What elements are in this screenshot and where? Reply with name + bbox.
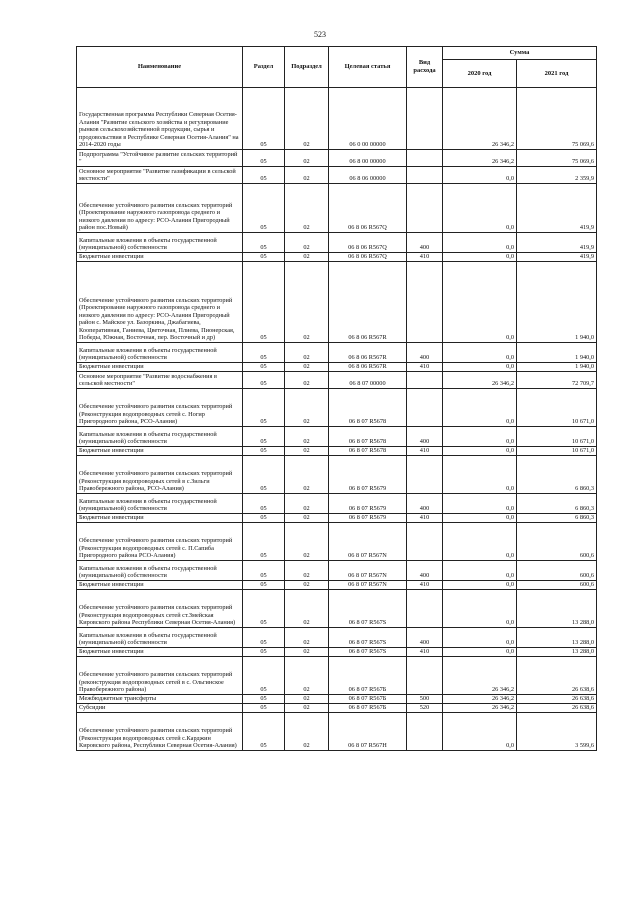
row-sum-2021: 10 671,0 [517,427,597,447]
row-subsection: 02 [285,590,329,628]
row-subsection: 02 [285,447,329,456]
table-row [77,456,597,494]
table-row [77,184,597,233]
row-target-article: 06 8 07 R5679 [329,494,407,514]
row-expense-type: 410 [407,581,443,590]
row-expense-type: 400 [407,343,443,363]
header-sum: Сумма [443,47,597,60]
row-sum-2020: 0,0 [443,581,517,590]
row-sum-2020: 0,0 [443,184,517,233]
row-expense-type: 520 [407,704,443,713]
row-sum-2020: 0,0 [443,590,517,628]
row-section: 05 [243,343,285,363]
table-row [77,167,597,184]
row-sum-2021: 419,9 [517,184,597,233]
table-row [77,695,597,704]
row-section: 05 [243,150,285,167]
row-subsection: 02 [285,695,329,704]
row-sum-2020: 0,0 [443,253,517,262]
page-number: 523 [314,30,326,39]
budget-table [76,46,597,751]
row-section: 05 [243,363,285,372]
row-sum-2021: 13 288,0 [517,648,597,657]
row-sum-2021: 26 638,6 [517,704,597,713]
row-section: 05 [243,184,285,233]
row-sum-2021: 13 288,0 [517,628,597,648]
row-target-article: 06 8 07 R5679 [329,456,407,494]
row-subsection: 02 [285,167,329,184]
table-row [77,427,597,447]
row-subsection: 02 [285,389,329,427]
row-target-article: 06 8 06 R567R [329,343,407,363]
row-target-article: 06 8 07 R5678 [329,447,407,456]
row-subsection: 02 [285,561,329,581]
row-section: 05 [243,167,285,184]
row-sum-2021: 75 069,6 [517,88,597,150]
row-target-article: 06 8 07 R567Б [329,657,407,695]
row-expense-type [407,262,443,343]
row-section: 05 [243,523,285,561]
row-sum-2020: 26 346,2 [443,372,517,389]
row-target-article: 06 8 07 R5678 [329,389,407,427]
row-subsection: 02 [285,704,329,713]
row-subsection: 02 [285,523,329,561]
row-name: Обеспечение устойчивого развития сельских территорий (Реконструкция водопроводных сетей в с.Зильги Правобережного района, РСО-Алания) [77,456,243,494]
row-name: Капитальные вложения в объекты государственной (муниципальной) собственности [77,494,243,514]
row-sum-2020: 0,0 [443,648,517,657]
row-sum-2021: 600,6 [517,581,597,590]
header-section: Раздел [243,47,285,88]
row-sum-2020: 26 346,2 [443,88,517,150]
row-expense-type [407,590,443,628]
row-name: Подпрограмма "Устойчивое развитие сельских территорий " [77,150,243,167]
header-target-article: Целевая статья [329,47,407,88]
table-row [77,363,597,372]
row-name: Государственная программа Республики Северная Осетия-Алания "Развитие сельского хозяйства и регулирование рынков сельскохозяйственной продукции, сырья и продовольствия в Республике Северная Осетия-Алания" на 2014-2020 годы [77,88,243,150]
row-subsection: 02 [285,628,329,648]
row-expense-type: 410 [407,447,443,456]
table-row [77,514,597,523]
header-2020: 2020 год [443,60,517,88]
row-sum-2020: 0,0 [443,233,517,253]
table-row [77,262,597,343]
table-row [77,581,597,590]
row-expense-type: 400 [407,628,443,648]
row-expense-type: 400 [407,494,443,514]
row-target-article: 06 8 07 R567Б [329,695,407,704]
row-subsection: 02 [285,648,329,657]
row-target-article: 06 8 07 R5679 [329,514,407,523]
row-section: 05 [243,581,285,590]
table-row [77,590,597,628]
row-expense-type: 400 [407,561,443,581]
row-sum-2021: 419,9 [517,233,597,253]
row-section: 05 [243,253,285,262]
row-subsection: 02 [285,372,329,389]
row-section: 05 [243,372,285,389]
row-target-article: 06 8 06 R567R [329,262,407,343]
row-sum-2020: 0,0 [443,713,517,751]
table-row [77,233,597,253]
row-target-article: 06 8 07 00000 [329,372,407,389]
row-target-article: 06 8 06 00000 [329,167,407,184]
row-subsection: 02 [285,343,329,363]
row-target-article: 06 8 07 R567N [329,523,407,561]
row-sum-2020: 0,0 [443,343,517,363]
row-sum-2021: 1 940,0 [517,343,597,363]
row-expense-type [407,150,443,167]
table-row [77,561,597,581]
row-subsection: 02 [285,363,329,372]
row-sum-2021: 600,6 [517,523,597,561]
row-subsection: 02 [285,233,329,253]
table-row [77,88,597,150]
table-row [77,343,597,363]
row-name: Обеспечение устойчивого развития сельских территорий (Реконструкция водопроводных сетей с. П.Сапиба Пригородного района РСО-Алания) [77,523,243,561]
header-expense-type: Вид расхода [407,47,443,88]
row-sum-2020: 0,0 [443,514,517,523]
row-name: Обеспечение устойчивого развития сельских территорий (Реконструкция водопроводных сетей с. Ногир Пригородного района, РСО-Алания) [77,389,243,427]
row-target-article: 06 8 00 00000 [329,150,407,167]
row-section: 05 [243,233,285,253]
table-row [77,713,597,751]
row-expense-type: 410 [407,363,443,372]
row-sum-2020: 0,0 [443,389,517,427]
header-subsection: Подраздел [285,47,329,88]
table-body [77,88,597,751]
row-target-article: 06 8 06 R567Q [329,233,407,253]
row-sum-2020: 0,0 [443,262,517,343]
row-section: 05 [243,88,285,150]
row-expense-type: 410 [407,514,443,523]
row-sum-2020: 26 346,2 [443,704,517,713]
row-sum-2021: 10 671,0 [517,389,597,427]
row-sum-2020: 0,0 [443,523,517,561]
row-sum-2020: 0,0 [443,427,517,447]
row-subsection: 02 [285,581,329,590]
row-section: 05 [243,494,285,514]
row-expense-type [407,372,443,389]
row-expense-type: 410 [407,253,443,262]
table-row [77,657,597,695]
row-name: Бюджетные инвестиции [77,581,243,590]
row-expense-type [407,456,443,494]
row-name: Бюджетные инвестиции [77,253,243,262]
row-section: 05 [243,561,285,581]
row-subsection: 02 [285,150,329,167]
row-name: Капитальные вложения в объекты государственной (муниципальной) собственности [77,427,243,447]
row-name: Капитальные вложения в объекты государственной (муниципальной) собственности [77,561,243,581]
row-sum-2021: 3 599,6 [517,713,597,751]
row-section: 05 [243,695,285,704]
row-target-article: 06 8 06 R567Q [329,184,407,233]
row-name: Обеспечение устойчивого развития сельских территорий (Проектирование наружного газопровода среднего и низкого давления по адресу: РСО-Алания Пригородный район пос.Новый) [77,184,243,233]
row-name: Капитальные вложения в объекты государственной (муниципальной) собственности [77,233,243,253]
row-expense-type [407,389,443,427]
row-name: Обеспечение устойчивого развития сельских территорий (Реконструкция водопроводных сетей с.Карджин Кировского района, Республики Северная Осетия-Алания) [77,713,243,751]
row-sum-2021: 13 288,0 [517,590,597,628]
table-row [77,372,597,389]
row-target-article: 06 8 07 R567S [329,628,407,648]
row-sum-2021: 1 940,0 [517,262,597,343]
row-name: Межбюджетные трансферты [77,695,243,704]
row-target-article: 06 8 07 R567H [329,713,407,751]
row-expense-type [407,657,443,695]
row-expense-type: 410 [407,648,443,657]
row-section: 05 [243,704,285,713]
row-sum-2021: 6 860,3 [517,494,597,514]
table-row [77,628,597,648]
row-expense-type: 500 [407,695,443,704]
row-section: 05 [243,262,285,343]
row-target-article: 06 8 07 R567Б [329,704,407,713]
row-section: 05 [243,514,285,523]
row-target-article: 06 8 06 R567Q [329,253,407,262]
row-name: Бюджетные инвестиции [77,447,243,456]
row-sum-2020: 0,0 [443,494,517,514]
row-expense-type [407,167,443,184]
row-section: 05 [243,590,285,628]
row-name: Бюджетные инвестиции [77,363,243,372]
row-subsection: 02 [285,456,329,494]
row-sum-2020: 26 346,2 [443,695,517,704]
row-sum-2021: 2 359,9 [517,167,597,184]
row-subsection: 02 [285,88,329,150]
row-sum-2021: 72 709,7 [517,372,597,389]
row-name: Обеспечение устойчивого развития сельских территорий (Реконструкция водопроводных сетей ст.Змейская Кировского района Республики Северная Осетия-Алания) [77,590,243,628]
row-sum-2021: 26 638,6 [517,657,597,695]
row-name: Бюджетные инвестиции [77,514,243,523]
row-target-article: 06 8 07 R567N [329,581,407,590]
row-section: 05 [243,713,285,751]
row-name: Основное мероприятие "Развитие водоснабжения в сельской местности" [77,372,243,389]
row-target-article: 06 0 00 00000 [329,88,407,150]
row-sum-2021: 26 638,6 [517,695,597,704]
row-target-article: 06 8 07 R567S [329,648,407,657]
row-subsection: 02 [285,262,329,343]
row-sum-2021: 6 860,3 [517,514,597,523]
row-sum-2020: 26 346,2 [443,657,517,695]
row-sum-2021: 10 671,0 [517,447,597,456]
row-section: 05 [243,657,285,695]
row-subsection: 02 [285,253,329,262]
row-section: 05 [243,456,285,494]
row-section: 05 [243,389,285,427]
table-row [77,704,597,713]
row-subsection: 02 [285,184,329,233]
table-row [77,447,597,456]
row-sum-2020: 26 346,2 [443,150,517,167]
row-name: Бюджетные инвестиции [77,648,243,657]
row-sum-2020: 0,0 [443,167,517,184]
table-row [77,253,597,262]
row-sum-2020: 0,0 [443,456,517,494]
row-sum-2020: 0,0 [443,447,517,456]
row-name: Субсидии [77,704,243,713]
row-sum-2020: 0,0 [443,561,517,581]
table-row [77,150,597,167]
row-subsection: 02 [285,713,329,751]
row-sum-2021: 600,6 [517,561,597,581]
row-subsection: 02 [285,494,329,514]
row-sum-2021: 1 940,0 [517,363,597,372]
row-target-article: 06 8 07 R567S [329,590,407,628]
header-2021: 2021 год [517,60,597,88]
row-subsection: 02 [285,514,329,523]
row-expense-type [407,184,443,233]
row-name: Капитальные вложения в объекты государственной (муниципальной) собственности [77,628,243,648]
table-row [77,494,597,514]
table-header [77,47,597,88]
row-sum-2020: 0,0 [443,628,517,648]
row-name: Обеспечение устойчивого развития сельских территорий (реконструкция водопроводных сетей в с. Ольгинское Правобережного района) [77,657,243,695]
row-sum-2021: 419,9 [517,253,597,262]
table-row [77,389,597,427]
row-section: 05 [243,648,285,657]
table-row [77,523,597,561]
row-target-article: 06 8 07 R5678 [329,427,407,447]
row-expense-type: 400 [407,427,443,447]
table-row [77,648,597,657]
row-sum-2021: 6 860,3 [517,456,597,494]
row-target-article: 06 8 07 R567N [329,561,407,581]
row-section: 05 [243,447,285,456]
row-subsection: 02 [285,657,329,695]
row-name: Капитальные вложения в объекты государственной (муниципальной) собственности [77,343,243,363]
row-expense-type: 400 [407,233,443,253]
row-sum-2021: 75 069,6 [517,150,597,167]
row-expense-type [407,88,443,150]
row-name: Обеспечение устойчивого развития сельских территорий (Проектирование наружного газопровода среднего и низкого давления по адресу: РСО-Алания Пригородный район с. Майское ул. Базоркина, Джабагиева, Кооперативная, Ганиева, Цветочная, Плиева, Пионерская, Победы, Южная, Восточная, пер. Восточный и др) [77,262,243,343]
row-sum-2020: 0,0 [443,363,517,372]
row-name: Основное мероприятие "Развитие газификации в сельской местности" [77,167,243,184]
row-expense-type [407,523,443,561]
header-name: Наименование [77,47,243,88]
row-subsection: 02 [285,427,329,447]
row-target-article: 06 8 06 R567R [329,363,407,372]
row-expense-type [407,713,443,751]
row-section: 05 [243,427,285,447]
row-section: 05 [243,628,285,648]
